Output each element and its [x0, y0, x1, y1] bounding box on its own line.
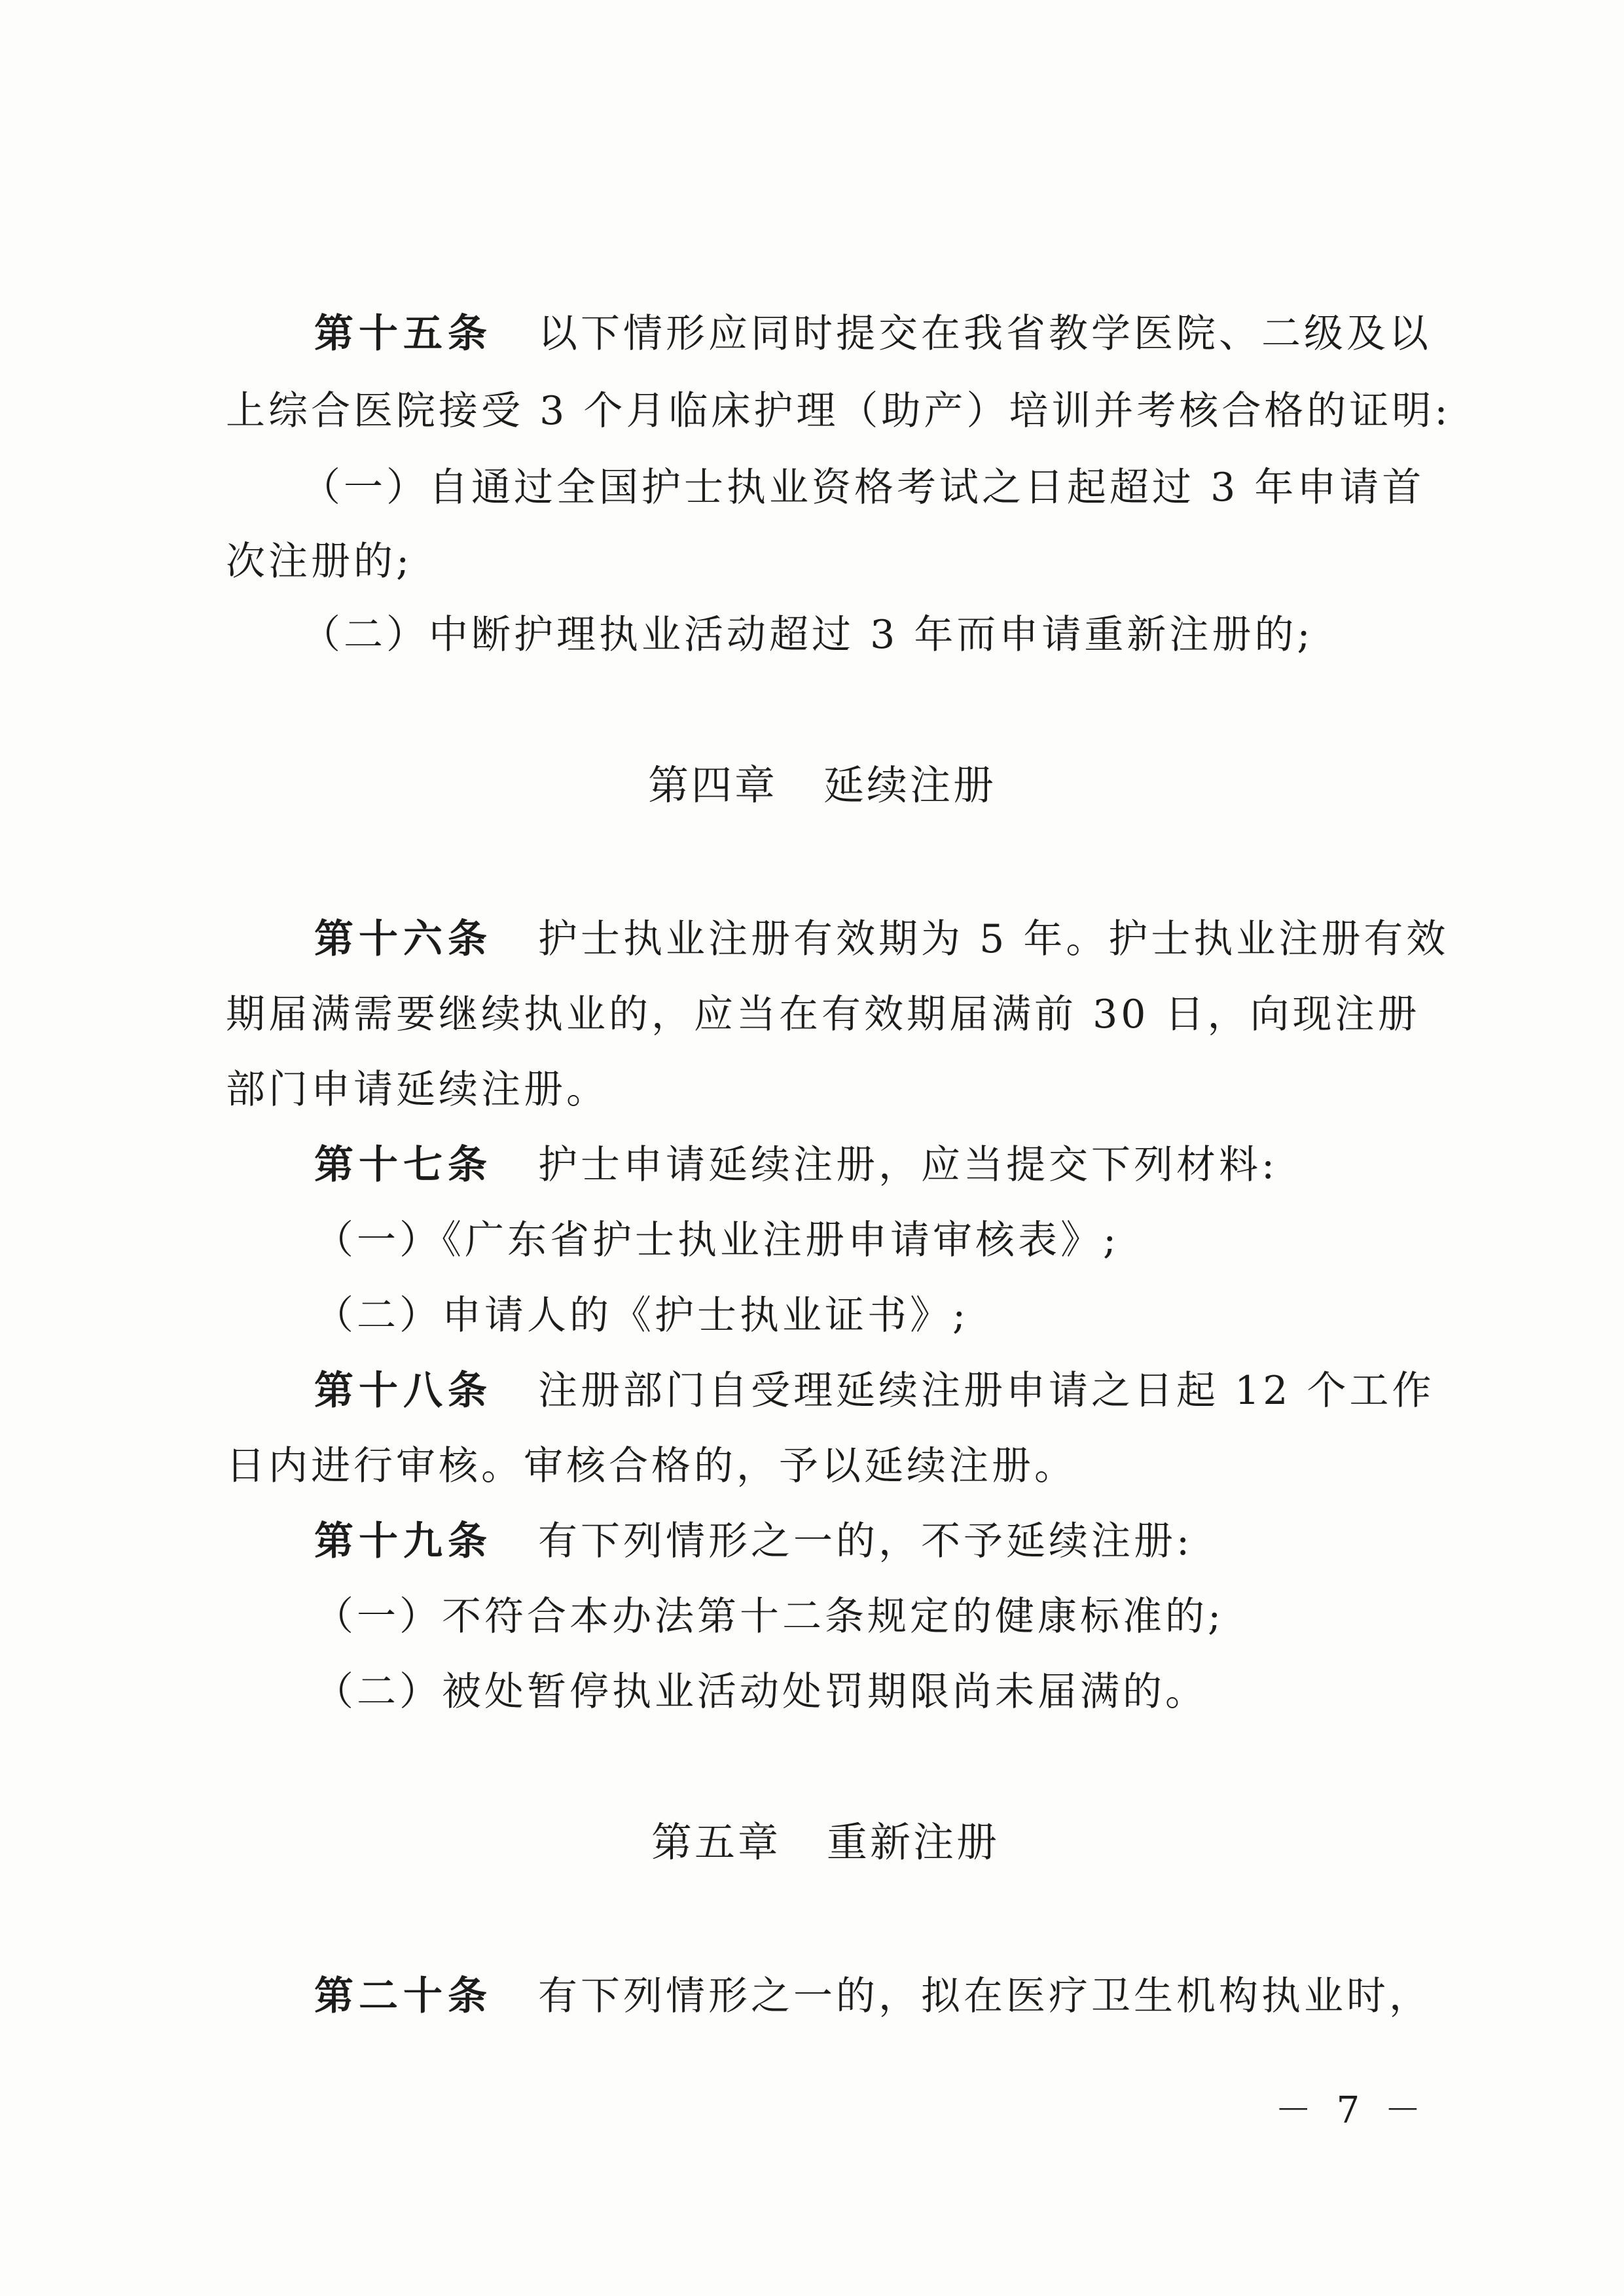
article-15-item-2: （二）中断护理执业活动超过 3 年而申请重新注册的;	[301, 612, 1314, 658]
page-number: － 7 －	[1274, 2089, 1428, 2132]
article-17-text: 护士申请延续注册，应当提交下列材料:	[538, 1142, 1278, 1188]
article-16-heading: 第十六条	[314, 916, 492, 962]
chapter-4-heading	[648, 759, 996, 812]
article-17-item-1: （一）《广东省护士执业注册申请审核表》;	[314, 1217, 1120, 1263]
article-19-item-1: （一）不符合本办法第十二条规定的健康标准的;	[314, 1594, 1225, 1640]
article-17-heading: 第十七条	[314, 1142, 492, 1188]
article-15-item-1-line-1: （一）自通过全国护士执业资格考试之日起超过 3 年申请首	[301, 465, 1425, 511]
article-20-heading: 第二十条	[314, 1973, 492, 2019]
article-19-heading: 第十九条	[314, 1518, 492, 1564]
article-18-line-1	[314, 1365, 1435, 1417]
article-15-item-1-line-2: 次注册的;	[226, 539, 413, 584]
article-20-text: 有下列情形之一的，拟在医疗卫生机构执业时，	[538, 1973, 1432, 2019]
chapter-5-title: 重新注册	[827, 1818, 1000, 1866]
article-18-heading: 第十八条	[314, 1368, 492, 1414]
article-15-line-1	[314, 308, 1432, 360]
article-16-line-2: 期届满需要继续执业的，应当在有效期届满前 30 日，向现注册	[226, 992, 1420, 1037]
article-15-line-2: 上综合医院接受 3 个月临床护理（助产）培训并考核合格的证明:	[226, 388, 1451, 434]
article-17-line-1	[314, 1139, 1278, 1191]
article-19-line-1	[314, 1515, 1193, 1568]
article-18-line-2: 日内进行审核。审核合格的，予以延续注册。	[226, 1443, 1077, 1489]
article-16-text: 护士执业注册有效期为 5 年。护士执业注册有效	[538, 916, 1449, 962]
article-19-item-2: （二）被处暂停执业活动处罚期限尚未届满的。	[314, 1669, 1208, 1715]
article-15-text: 以下情形应同时提交在我省教学医院、二级及以	[538, 311, 1432, 357]
article-15-heading: 第十五条	[314, 311, 492, 357]
chapter-4-title: 延续注册	[823, 761, 997, 809]
article-19-text: 有下列情形之一的，不予延续注册:	[538, 1518, 1193, 1564]
chapter-5-number: 第五章	[651, 1818, 782, 1866]
chapter-4-number: 第四章	[648, 761, 778, 809]
article-17-item-2: （二）申请人的《护士执业证书》;	[314, 1293, 969, 1338]
article-20-line-1	[314, 1970, 1432, 2022]
article-18-text: 注册部门自受理延续注册申请之日起 12 个工作	[538, 1368, 1435, 1414]
article-16-line-1	[314, 913, 1449, 965]
chapter-5-heading	[651, 1816, 1000, 1869]
article-16-line-3: 部门申请延续注册。	[226, 1067, 609, 1113]
